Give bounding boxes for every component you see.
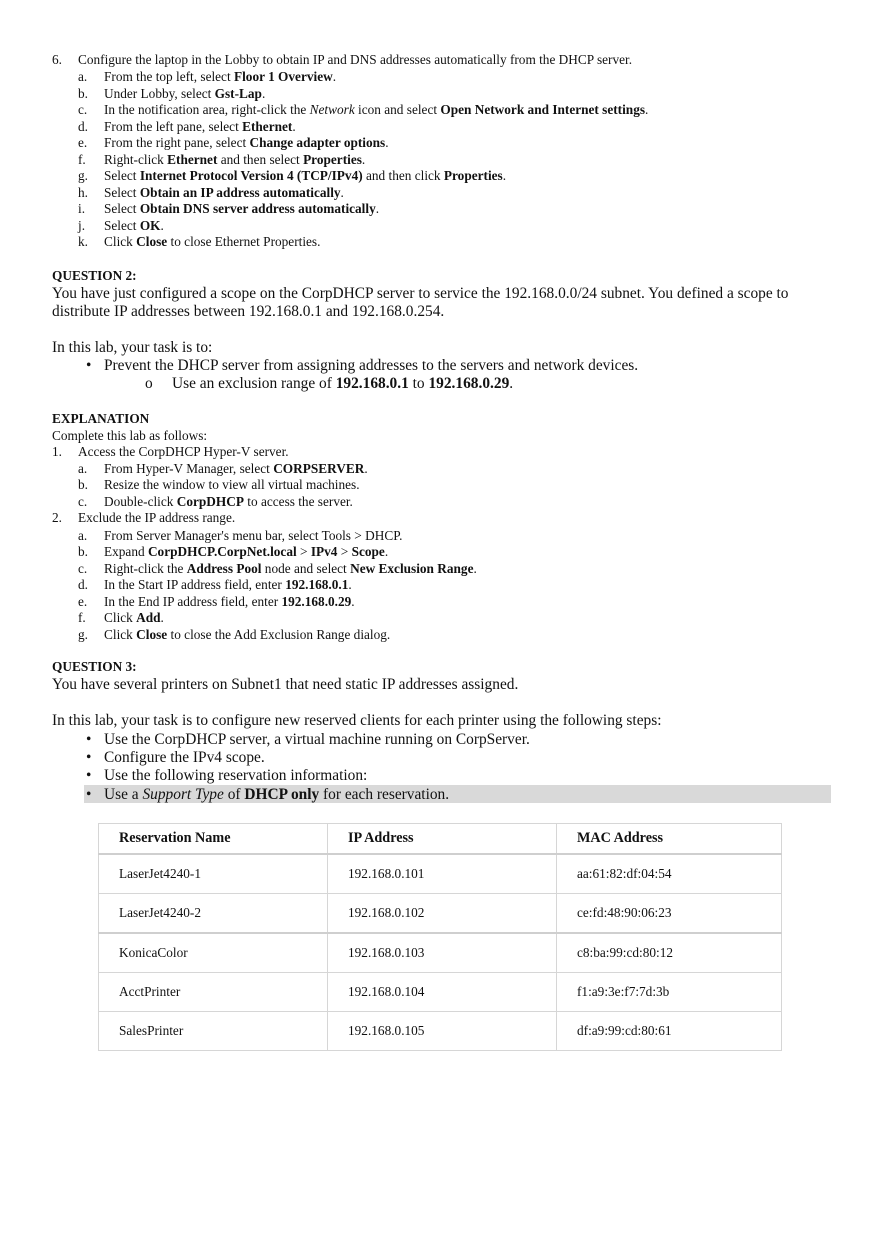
column-header-mac-address: MAC Address <box>557 824 782 855</box>
question-3-line-1: You have several printers on Subnet1 that need static IP addresses assigned. <box>52 676 519 693</box>
table-row <box>99 933 782 973</box>
cell-mac-address: ce:fd:48:90:06:23 <box>557 894 782 934</box>
table-row <box>99 1012 782 1051</box>
explanation-step-2c: c. Right-click the Address Pool node and select New Exclusion Range. <box>78 561 477 576</box>
step-6f: f. Right-click Ethernet and then select Properties. <box>78 152 366 167</box>
explanation-step-1c: c. Double-click CorpDHCP to access the server. <box>78 494 353 509</box>
step-6a: a. From the top left, select Floor 1 Overview. <box>78 69 337 84</box>
step-6h: h. Select Obtain an IP address automatically. <box>78 185 344 200</box>
reservation-table <box>98 823 782 1051</box>
question-2-sub-bullet: o Use an exclusion range of 192.168.0.1 to 192.168.0.29. <box>145 375 514 392</box>
cell-ip-address: 192.168.0.102 <box>328 894 557 934</box>
explanation-step-2d: d. In the Start IP address field, enter 192.168.0.1. <box>78 577 352 592</box>
question-3-bullet-2: • Configure the IPv4 scope. <box>86 749 265 766</box>
cell-reservation-name: LaserJet4240-2 <box>99 894 328 934</box>
explanation-step-2e: e. In the End IP address field, enter 192.168.0.29. <box>78 594 355 609</box>
explanation-step-2f: f. Click Add. <box>78 610 164 625</box>
explanation-heading: EXPLANATION <box>52 411 150 426</box>
table-header-row <box>99 824 782 855</box>
explanation-step-2: 2. Exclude the IP address range. <box>52 510 236 525</box>
cell-ip-address: 192.168.0.101 <box>328 854 557 894</box>
step-6g: g. Select Internet Protocol Version 4 (TCP/IPv4) and then click Properties. <box>78 168 507 183</box>
cell-reservation-name: LaserJet4240-1 <box>99 854 328 894</box>
cell-mac-address: df:a9:99:cd:80:61 <box>557 1012 782 1051</box>
step-6-text: Configure the laptop in the Lobby to obtain IP and DNS addresses automatically from the DHCP server. <box>78 52 633 67</box>
question-3-task-intro: In this lab, your task is to configure new reserved clients for each printer using the following steps: <box>52 712 662 729</box>
question-3-heading: QUESTION 3: <box>52 659 137 674</box>
question-2-task-intro: In this lab, your task is to: <box>52 339 213 356</box>
table-row <box>99 894 782 934</box>
explanation-step-2b: b. Expand CorpDHCP.CorpNet.local > IPv4 > Scope. <box>78 544 389 559</box>
step-6i: i. Select Obtain DNS server address automatically. <box>78 201 380 216</box>
table-row <box>99 854 782 894</box>
table-row <box>99 973 782 1012</box>
step-6: 6. <box>52 52 62 67</box>
question-2-heading: QUESTION 2: <box>52 268 137 283</box>
cell-mac-address: aa:61:82:df:04:54 <box>557 854 782 894</box>
question-3-bullet-3: • Use the following reservation information: <box>86 767 368 784</box>
step-6j: j. Select OK. <box>78 218 164 233</box>
explanation-intro: Complete this lab as follows: <box>52 428 208 443</box>
question-3-bullet-4: • Use a Support Type of DHCP only for each reservation. <box>86 786 450 803</box>
step-6k: k. Click Close to close Ethernet Properties. <box>78 234 321 249</box>
explanation-step-2g: g. Click Close to close the Add Exclusion Range dialog. <box>78 627 391 642</box>
explanation-step-1a: a. From Hyper-V Manager, select CORPSERVER. <box>78 461 368 476</box>
step-6d: d. From the left pane, select Ethernet. <box>78 119 296 134</box>
column-header-reservation-name: Reservation Name <box>99 824 328 855</box>
cell-mac-address: c8:ba:99:cd:80:12 <box>557 933 782 973</box>
cell-ip-address: 192.168.0.104 <box>328 973 557 1012</box>
cell-reservation-name: AcctPrinter <box>99 973 328 1012</box>
explanation-step-2a: a. From Server Manager's menu bar, select Tools > DHCP. <box>78 528 403 543</box>
cell-ip-address: 192.168.0.103 <box>328 933 557 973</box>
explanation-step-1b: b. Resize the window to view all virtual machines. <box>78 477 360 492</box>
explanation-step-1: 1. Access the CorpDHCP Hyper-V server. <box>52 444 289 459</box>
question-2-line-1: You have just configured a scope on the CorpDHCP server to service the 192.168.0.0/24 subnet. You defined a scope to <box>52 285 789 302</box>
question-2-bullet-1: • Prevent the DHCP server from assigning addresses to the servers and network devices. <box>86 357 639 374</box>
question-3-bullet-1: • Use the CorpDHCP server, a virtual machine running on CorpServer. <box>86 731 530 748</box>
cell-mac-address: f1:a9:3e:f7:7d:3b <box>557 973 782 1012</box>
cell-reservation-name: SalesPrinter <box>99 1012 328 1051</box>
cell-ip-address: 192.168.0.105 <box>328 1012 557 1051</box>
cell-reservation-name: KonicaColor <box>99 933 328 973</box>
step-6e: e. From the right pane, select Change adapter options. <box>78 135 389 150</box>
column-header-ip-address: IP Address <box>328 824 557 855</box>
step-6b: b. Under Lobby, select Gst-Lap. <box>78 86 266 101</box>
question-2-line-2: distribute IP addresses between 192.168.0.1 and 192.168.0.254. <box>52 303 445 320</box>
step-6c: c. In the notification area, right-click the Network icon and select Open Network and Internet settings. <box>78 102 649 117</box>
